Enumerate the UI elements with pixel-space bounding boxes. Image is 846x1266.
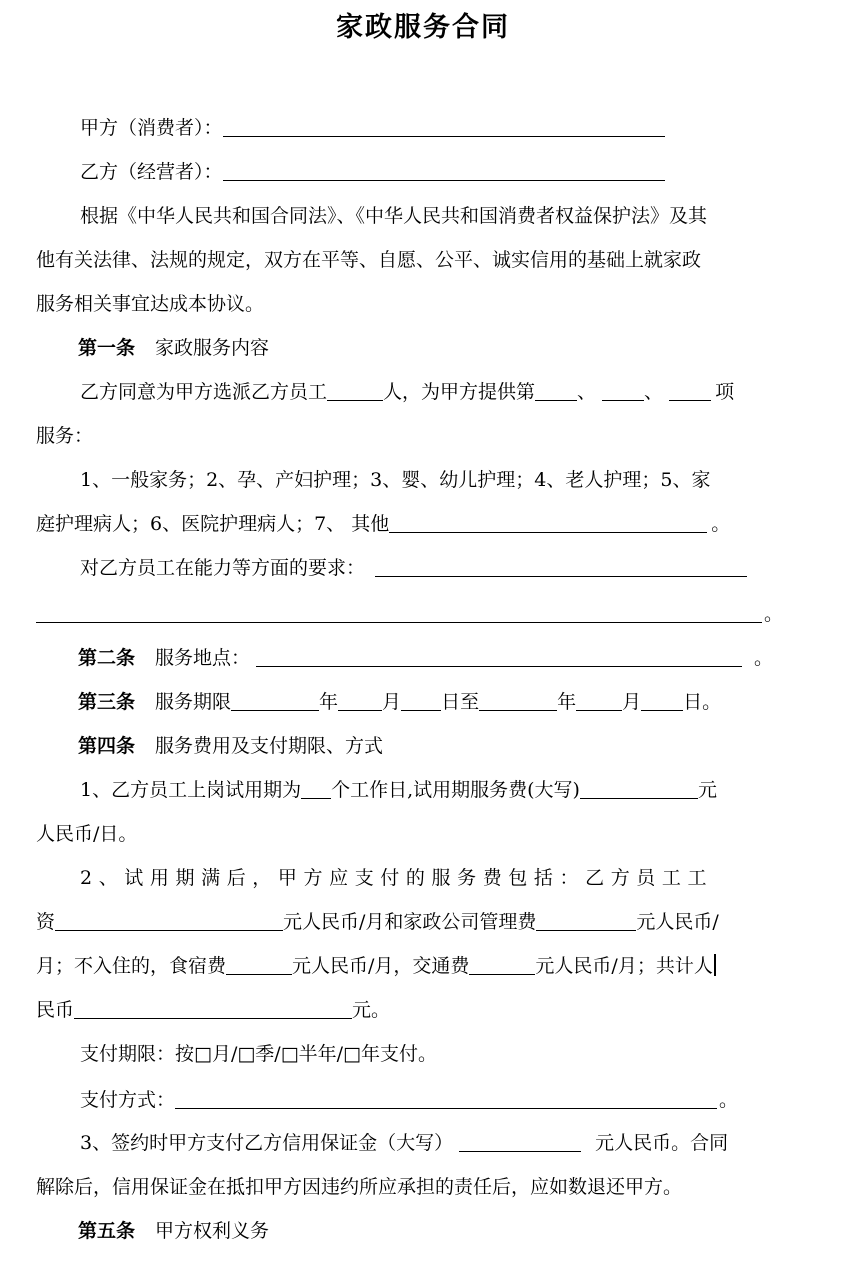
management-fee-field[interactable] — [536, 911, 636, 931]
month-label: 月 — [382, 691, 402, 713]
staff-count-label: 乙方同意为甲方选派乙方员工 — [80, 381, 328, 403]
service-location-field[interactable] — [256, 647, 742, 667]
payment-period: 支付期限：按□月/□季/□半年/□年支付。 — [80, 1043, 438, 1065]
end-mark: 。 — [711, 513, 731, 535]
end-mark: 。 — [719, 1089, 739, 1111]
deposit-label: 3、签约时甲方支付乙方信用保证金（大写） — [80, 1132, 454, 1154]
board-fee-field[interactable] — [226, 955, 292, 975]
management-fee-label: 元人民币/月和家政公司管理费 — [283, 911, 537, 933]
end-month-field[interactable] — [576, 691, 622, 711]
intro-line-2: 他有关法律、法规的规定，双方在平等、自愿、公平、诚实信用的基础上就家政 — [36, 249, 702, 271]
year-label: 年 — [319, 691, 339, 713]
article-1-para-1-cont: 服务： — [36, 425, 94, 447]
year-label: 年 — [557, 691, 577, 713]
total-field[interactable] — [74, 999, 352, 1019]
party-a-label: 甲方（消费者）： — [80, 117, 223, 139]
trial-fee-field[interactable] — [580, 779, 698, 799]
article-1-heading: 第一条 — [78, 337, 136, 359]
article-4-para-2-line-2 — [36, 910, 719, 934]
article-4-para-2-line-3 — [36, 954, 716, 978]
service-item-label: 人，为甲方提供第 — [383, 381, 536, 403]
article-2-heading: 第二条 — [78, 647, 136, 669]
article-4-heading: 第四条 — [78, 735, 136, 757]
service-item-1-field[interactable] — [535, 381, 577, 401]
rmb-label: 元人民币/ — [636, 911, 719, 933]
requirement-row-2 — [36, 602, 783, 626]
party-b-row — [80, 160, 665, 184]
article-4-heading-row — [78, 734, 383, 758]
article-4-para-3 — [80, 1131, 728, 1155]
requirement-field-2[interactable] — [36, 603, 762, 623]
transport-fee-label: 元人民币/月，交通费 — [292, 955, 470, 977]
end-year-field[interactable] — [479, 691, 557, 711]
trial-days-field[interactable] — [301, 779, 331, 799]
start-year-field[interactable] — [231, 691, 319, 711]
article-1-para-1 — [80, 380, 734, 404]
end-day-field[interactable] — [641, 691, 683, 711]
requirement-label: 对乙方员工在能力等方面的要求： — [80, 557, 366, 579]
separator: 、 — [644, 381, 664, 403]
article-3-heading: 第三条 — [78, 691, 136, 713]
article-4-para-1 — [80, 778, 717, 802]
article-4-para-1-cont: 人民币/日。 — [36, 823, 138, 845]
article-5-heading: 第五条 — [78, 1220, 136, 1242]
service-items-line-1: 1、一般家务；2、孕、产妇护理；3、婴、幼儿护理；4、老人护理；5、家 — [80, 469, 711, 491]
deposit-field[interactable] — [459, 1132, 581, 1152]
staff-count-field[interactable] — [327, 381, 383, 401]
article-4-para-2-line-1: 2、试用期满后，甲方应支付的服务费包括：乙方员工工 — [80, 867, 714, 889]
separator: 、 — [577, 381, 597, 403]
deposit-suffix: 元人民币。合同 — [595, 1132, 729, 1154]
page-title: 家政服务合同 — [336, 12, 510, 43]
payment-method-label: 支付方式： — [80, 1089, 176, 1111]
article-1-title: 家政服务内容 — [155, 337, 270, 359]
party-b-field[interactable] — [223, 161, 665, 181]
transport-fee-field[interactable] — [469, 955, 535, 975]
requirement-row — [80, 556, 747, 580]
article-3-row — [78, 690, 721, 714]
requirement-field[interactable] — [375, 557, 747, 577]
service-location-label: 服务地点： — [155, 647, 251, 669]
intro-line-1: 根据《中华人民共和国合同法》、《中华人民共和国消费者权益保护法》及其 — [80, 205, 708, 227]
article-4-para-3-cont: 解除后，信用保证金在抵扣甲方因违约所应承担的责任后，应如数退还甲方。 — [36, 1176, 683, 1198]
article-4-para-2-line-4 — [36, 998, 390, 1022]
start-month-field[interactable] — [338, 691, 382, 711]
total-label: 元人民币/月；共计人 — [535, 955, 713, 977]
start-day-field[interactable] — [401, 691, 441, 711]
day-label: 日。 — [683, 691, 722, 713]
other-label: 庭护理病人；6、医院护理病人；7、 其他 — [36, 513, 390, 535]
text-cursor — [714, 954, 716, 976]
wage-field[interactable] — [55, 911, 283, 931]
article-4-title: 服务费用及支付期限、方式 — [155, 735, 384, 757]
wage-label: 资 — [36, 911, 56, 933]
party-a-row — [80, 116, 665, 140]
end-mark: 。 — [764, 603, 784, 625]
yuan-label: 元 — [697, 779, 717, 801]
payment-method-field[interactable] — [175, 1089, 717, 1109]
day-to-label: 日至 — [441, 691, 480, 713]
month-label: 月 — [622, 691, 642, 713]
service-item-2-field[interactable] — [602, 381, 644, 401]
article-1-heading-row — [78, 336, 269, 360]
trial-period-label: 1、乙方员工上岗试用期为 — [80, 779, 302, 801]
board-fee-label: 月；不入住的，食宿费 — [36, 955, 227, 977]
party-b-label: 乙方（经营者）： — [80, 161, 223, 183]
other-field[interactable] — [389, 513, 707, 533]
end-mark: 。 — [754, 647, 774, 669]
article-5-title: 甲方权利义务 — [155, 1220, 270, 1242]
trial-fee-label: 个工作日,试用期服务费(大写) — [331, 779, 580, 801]
service-period-label: 服务期限 — [155, 691, 232, 713]
service-item-3-field[interactable] — [669, 381, 711, 401]
yuan-label: 元。 — [352, 999, 391, 1021]
service-items-line-2 — [36, 512, 730, 536]
intro-line-3: 服务相关事宜达成本协议。 — [36, 293, 265, 315]
article-5-heading-row — [78, 1219, 269, 1243]
payment-method-row — [80, 1088, 738, 1112]
party-a-field[interactable] — [223, 117, 665, 137]
item-suffix: 项 — [715, 381, 735, 403]
rmb-prefix: 民币 — [36, 999, 75, 1021]
article-2-row — [78, 646, 773, 670]
